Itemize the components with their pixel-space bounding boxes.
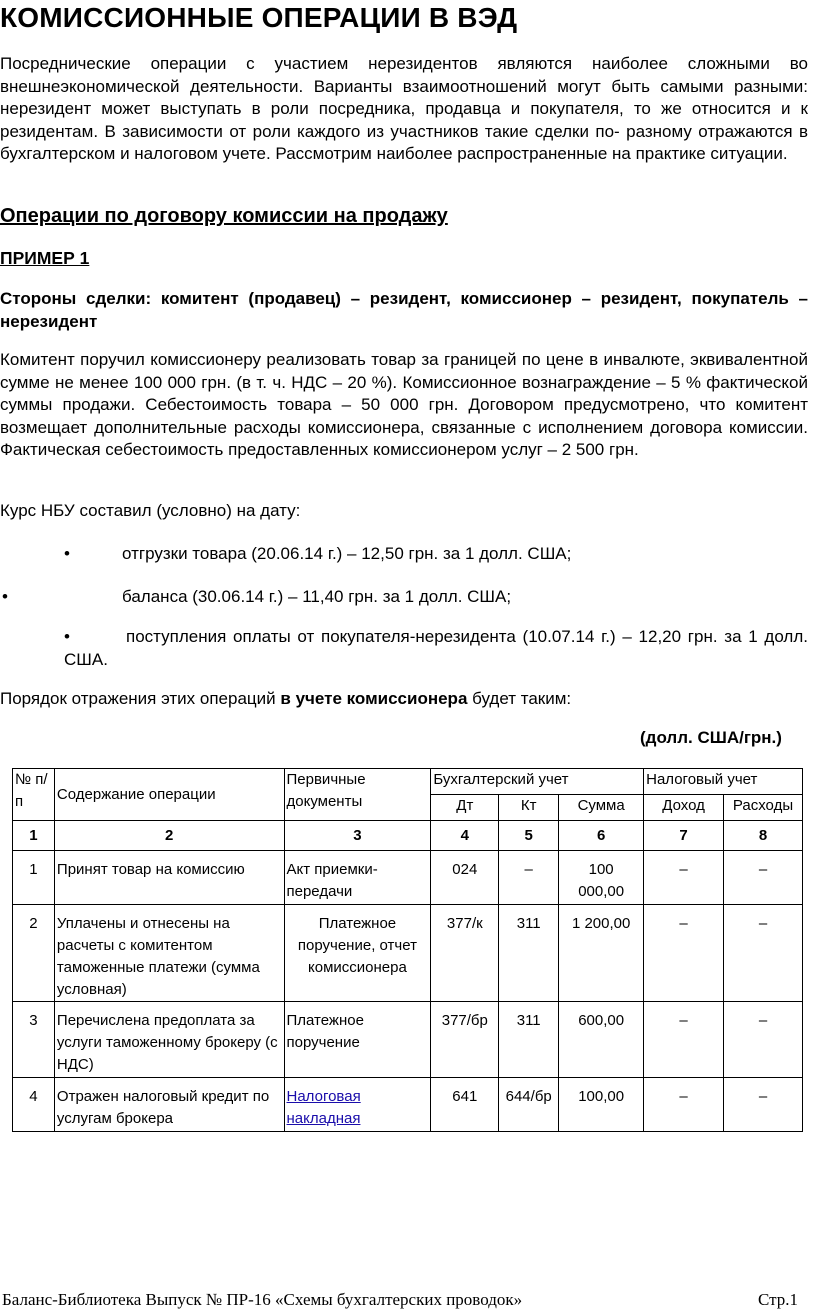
header-dt: Дт [431,795,499,821]
footer-source: Баланс-Библиотека Выпуск № ПР-16 «Схемы бухгалтерских проводок» [2,1290,523,1309]
row-content: Отражен налоговый кредит по услугам брокера [54,1078,284,1132]
row-number: 2 [13,905,55,1002]
footer-page-number: Стр.1 [757,1290,798,1309]
row-content: Перечислена предоплата за услуги таможенному брокеру (с НДС) [54,1002,284,1078]
header-expense: Расходы [724,795,803,821]
row-income: – [644,851,724,905]
header-kt: Кт [499,795,559,821]
column-number-row [13,821,803,851]
bullet-icon: • [64,627,70,646]
row-sum: 100,00 [559,1078,644,1132]
table-row [13,1002,803,1078]
row-kt: 311 [499,905,559,1002]
tax-invoice-link[interactable]: Налоговая накладная [286,1088,361,1127]
row-dt: 377/к [431,905,499,1002]
table-row [13,1078,803,1132]
row-sum: 100 000,00 [559,851,644,905]
row-sum: 1 200,00 [559,905,644,1002]
column-number: 6 [559,821,644,851]
header-content: Содержание операции [54,769,284,821]
row-income: – [644,905,724,1002]
column-number: 5 [499,821,559,851]
order-paragraph: Порядок отражения этих операций в учете комиссионера будет таким: [0,689,572,708]
section-heading: Операции по договору комиссии на продажу [0,205,448,227]
operations-table [12,768,803,1132]
row-expense: – [724,1078,803,1132]
conditions-paragraph: Комитент поручил комиссионеру реализовать товар за границей по цене в инвалюте, эквивалентной сумме не менее 100 000 грн. (в т. ч. НДС – 20 %). Комиссионное вознаграждение – 5 % фактической суммы продажи. Себестоимость товара – 50 000 грн. Договором предусмотрено, что комитент возмещает дополнительные расходы комиссионера, связанные с исполнением договора комиссии. Фактическая себестоимость предоставленных комиссионером услуг – 2 500 грн. [0,350,808,459]
column-number: 8 [724,821,803,851]
row-income: – [644,1002,724,1078]
row-income: – [644,1078,724,1132]
row-docs: Платежное поручение [284,1002,431,1078]
row-docs: Платежное поручение, отчет комиссионера [284,905,431,1002]
row-number: 3 [13,1002,55,1078]
table-row [13,905,803,1002]
row-sum: 600,00 [559,1002,644,1078]
rate-item: поступления оплаты от покупателя-нерезидента (10.07.14 г.) – 12,20 грн. за 1 долл. США. [64,627,808,669]
row-dt: 377/бр [431,1002,499,1078]
bullet-icon: • [64,544,70,563]
row-docs: Акт приемки-передачи [284,851,431,905]
row-expense: – [724,1002,803,1078]
header-num: № п/п [13,769,55,821]
page-title: КОМИССИОННЫЕ ОПЕРАЦИИ В ВЭД [0,2,518,33]
row-content: Уплачены и отнесены на расчеты с комитентом таможенные платежи (сумма условная) [54,905,284,1002]
column-number: 1 [13,821,55,851]
header-docs: Первичные документы [284,769,431,821]
row-kt: 311 [499,1002,559,1078]
table-row [13,851,803,905]
row-dt: 024 [431,851,499,905]
header-sum: Сумма [559,795,644,821]
rate-item: отгрузки товара (20.06.14 г.) – 12,50 грн. за 1 долл. США; [122,544,572,563]
column-number: 4 [431,821,499,851]
column-number: 3 [284,821,431,851]
row-expense: – [724,905,803,1002]
unit-label: (долл. США/грн.) [640,728,782,747]
example-heading: ПРИМЕР 1 [0,248,90,268]
row-content: Принят товар на комиссию [54,851,284,905]
header-tax: Налоговый учет [644,769,803,795]
row-number: 1 [13,851,55,905]
row-kt: 644/бр [499,1078,559,1132]
header-income: Доход [644,795,724,821]
intro-paragraph: Посреднические операции с участием нерезидентов являются наиболее сложными во внешнеэкономической деятельности. Варианты взаимоотношений могут быть самыми разными: нерезидент может выступать в роли посредника, продавца и покупателя, то же относится и к резидентам. В зависимости от роли каждого из участников такие сделки по- разному отражаются в бухгалтерском и налоговом учете. Рассмотрим наиболее распространенные на практике ситуации. [0,54,808,163]
column-number: 7 [644,821,724,851]
column-number: 2 [54,821,284,851]
row-kt: – [499,851,559,905]
row-dt: 641 [431,1078,499,1132]
parties-paragraph: Стороны сделки: комитент (продавец) – резидент, комиссионер – резидент, покупатель – нерезидент [0,289,808,331]
table-header-row [13,769,803,795]
rate-intro: Курс НБУ составил (условно) на дату: [0,501,301,520]
rate-item: баланса (30.06.14 г.) – 11,40 грн. за 1 долл. США; [122,587,512,606]
row-expense: – [724,851,803,905]
row-docs [284,1078,431,1132]
row-number: 4 [13,1078,55,1132]
bullet-icon: • [2,587,8,606]
header-accounting: Бухгалтерский учет [431,769,644,795]
